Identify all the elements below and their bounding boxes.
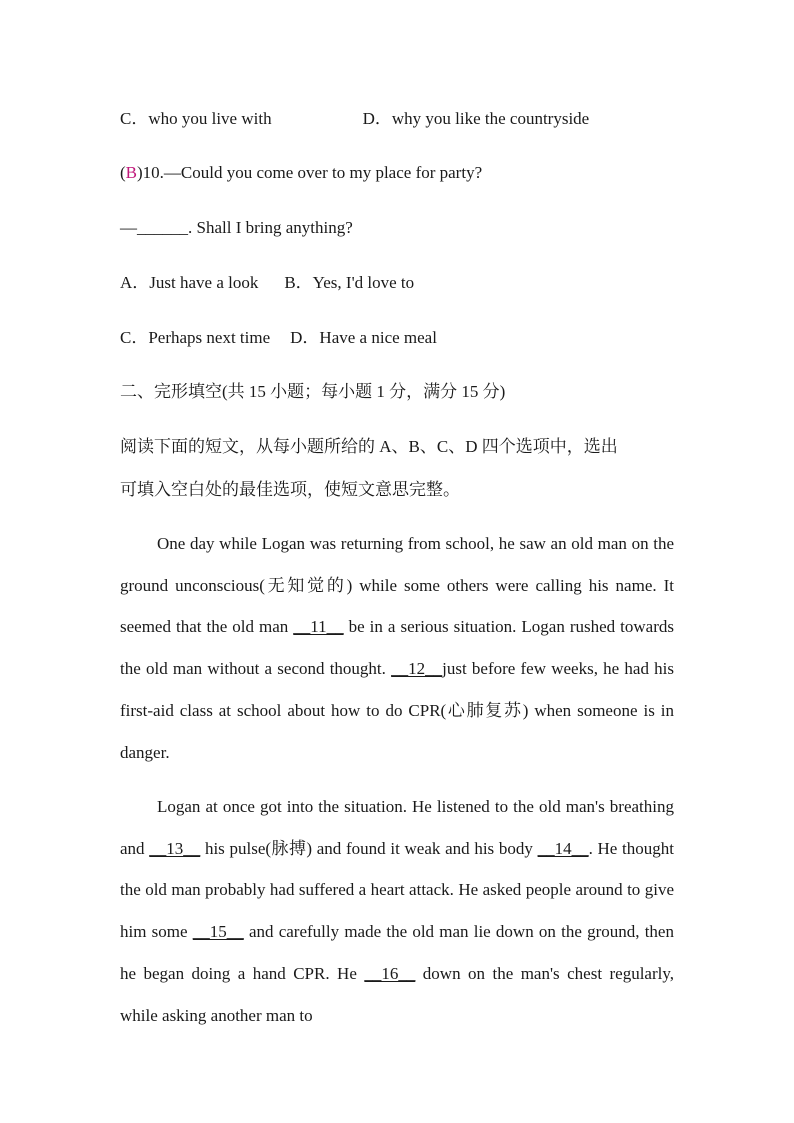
blank-14: __14__	[537, 838, 589, 858]
blank-11: __11__	[293, 617, 344, 637]
passage-paragraph	[120, 523, 674, 773]
question-stem	[120, 164, 482, 181]
instruction-line: 可填入空白处的最佳选项，使短文意思完整。	[120, 480, 460, 499]
option-c: C．Perhaps next time	[120, 328, 271, 347]
blank-12: __12__	[391, 659, 443, 679]
option-row	[120, 274, 414, 291]
option-b: B．Yes, I'd love to	[284, 273, 415, 292]
passage-text: One day while Logan was returning from school, he saw an old man on the ground unconscious(无知觉的) while some others were calling his name. It seemed that the old man	[120, 534, 674, 637]
blank-13: __13__	[149, 838, 201, 858]
answer-mark: B	[125, 163, 138, 182]
passage-text: and carefully made the old man lie down on the ground, then he began doing a hand CPR. He	[120, 922, 674, 983]
question-text: )10.—Could you come over to my place for party?	[137, 163, 483, 182]
option-d: D．Have a nice meal	[290, 328, 437, 347]
question-reply: —______. Shall I bring anything?	[120, 218, 353, 237]
passage-text: . He thought the old man probably had suffered a heart attack. He asked people around to give him some	[120, 838, 674, 942]
section-heading: 二、完形填空(共 15 小题；每小题 1 分，满分 15 分)	[120, 382, 506, 401]
passage-text: his pulse(脉搏) and found it weak and his body	[200, 838, 538, 858]
paren-open: (	[120, 163, 126, 182]
passage-paragraph	[120, 786, 674, 1036]
passage-text: Logan at once got into the situation. He listened to the old man's breathing and	[120, 797, 674, 858]
option-a: A．Just have a look	[120, 273, 259, 292]
option-row	[120, 329, 437, 346]
blank-16: __16__	[364, 963, 416, 983]
passage-text: just before few weeks, he had his first-aid class at school about how to do CPR(心肺复苏) when someone is in danger.	[120, 659, 675, 762]
option-d: D．why you like the countryside	[362, 109, 590, 128]
passage-text: down on the man's chest regularly, while asking another man to	[120, 963, 674, 1025]
blank-15: __15__	[192, 922, 244, 942]
option-row	[120, 110, 589, 127]
instruction-line: 阅读下面的短文，从每小题所给的 A、B、C、D 四个选项中，选出	[120, 437, 618, 456]
passage-text: be in a serious situation. Logan rushed towards the old man without a second thought.	[120, 617, 674, 679]
option-c: C．who you live with	[120, 109, 272, 128]
